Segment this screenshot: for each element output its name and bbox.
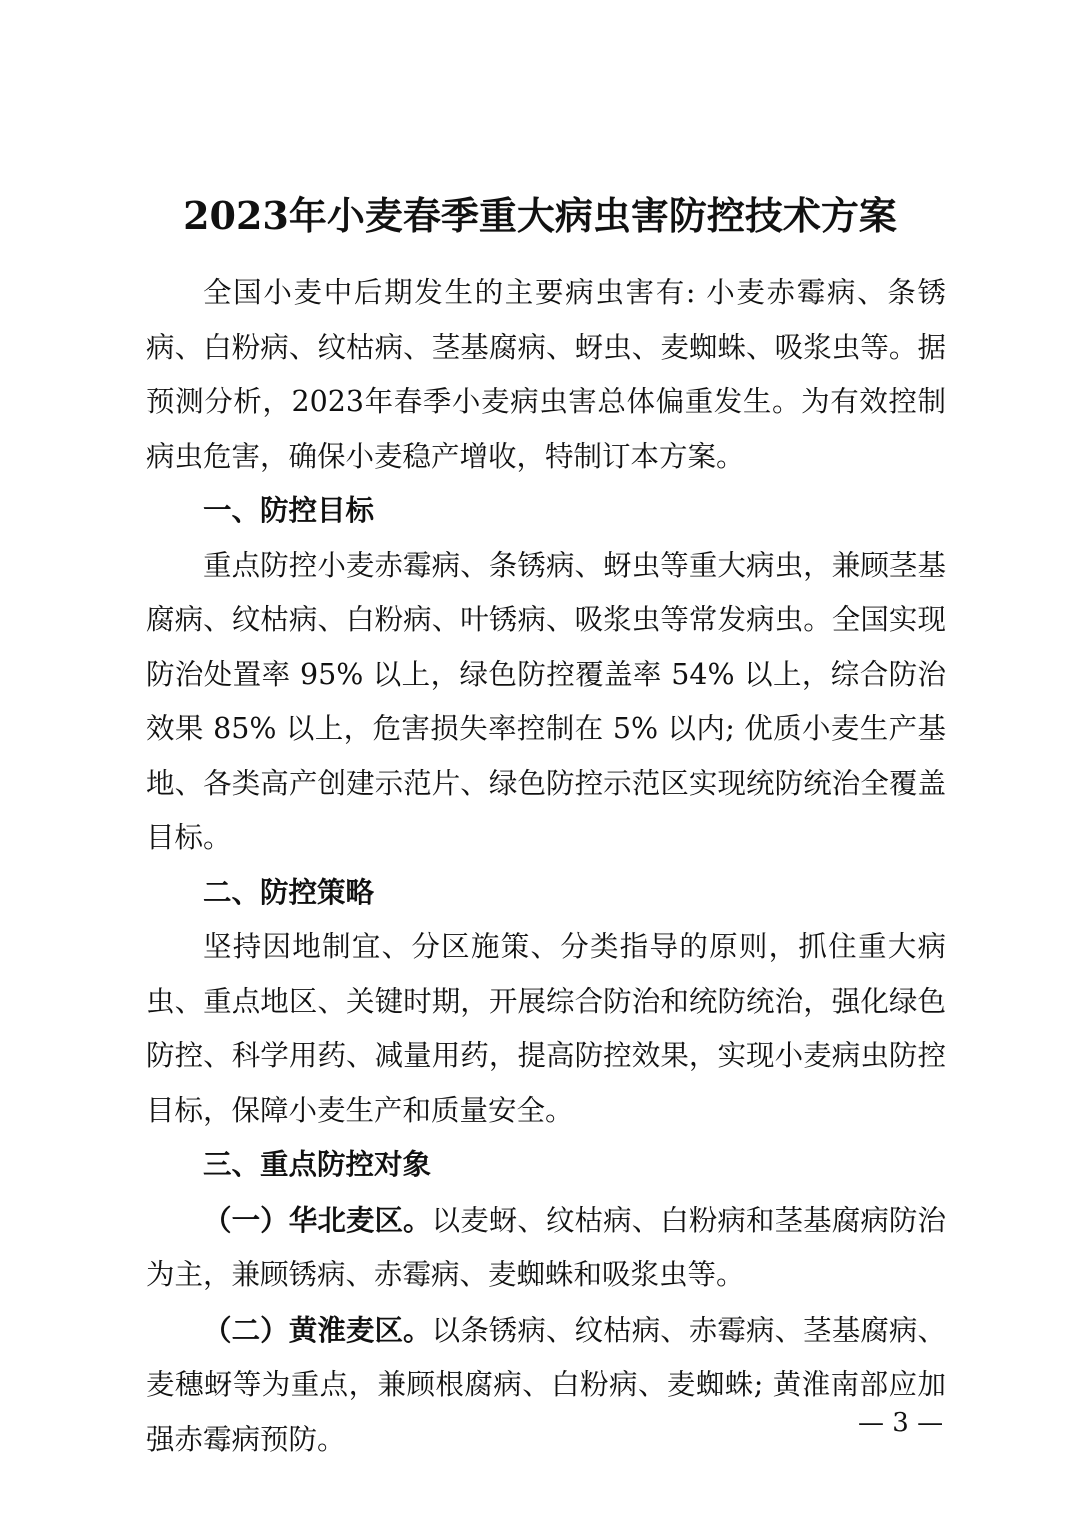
target-item-huabei-text: 以麦蚜、纹枯病、白粉病和茎基腐病防治为主，兼顾锈病、赤霉病、麦蜘蛛和吸浆虫等。 [146,1203,946,1291]
section-heading-goals: 一、防控目标 [203,494,375,527]
section-heading-strategy: 二、防控策略 [203,875,375,909]
document-body [146,266,946,1467]
goals-paragraph: 重点防控小麦赤霉病、条锈病、蚜虫等重大病虫，兼顾茎基腐病、纹枯病、白粉病、叶锈病、吸浆虫等常发病虫。全国实现防治处置率 95% 以上，绿色防控覆盖率 54% 以上，综合防治效果 85% 以上，危害损失率控制在 5% 以内; 优质小麦生产基地、各类高产创建示范片、绿色防控示范区实现统防统治全覆盖目标。 [146,548,946,854]
section-heading-targets: 三、重点防控对象 [203,1148,432,1181]
target-item-huanghuai-text: 以条锈病、纹枯病、赤霉病、茎基腐病、麦穗蚜等为重点，兼顾根腐病、白粉病、麦蜘蛛; 黄淮南部应加强赤霉病预防。 [146,1313,946,1456]
page-number: — 3 — [858,1408,944,1438]
document-title: 2023年小麦春季重大病虫害防控技术方案 [183,193,897,238]
target-item-huanghuai [146,1303,946,1468]
target-item-huanghuai-lead: （二）黄淮麦区。 [203,1312,432,1347]
strategy-paragraph: 坚持因地制宜、分区施策、分类指导的原则，抓住重大病虫、重点地区、关键时期，开展综合防治和统防统治，强化绿色防控、科学用药、减量用药，提高防控效果，实现小麦病虫防控目标，保障小麦生产和质量安全。 [146,930,946,1127]
target-item-huabei-lead: （一）华北麦区。 [203,1202,432,1237]
intro-paragraph: 全国小麦中后期发生的主要病虫害有: 小麦赤霉病、条锈病、白粉病、纹枯病、茎基腐病、蚜虫、麦蜘蛛、吸浆虫等。据预测分析，2023年春季小麦病虫害总体偏重发生。为有效控制病虫危害，确保小麦稳产增收，特制订本方案。 [146,276,946,473]
target-item-huabei [146,1193,946,1303]
